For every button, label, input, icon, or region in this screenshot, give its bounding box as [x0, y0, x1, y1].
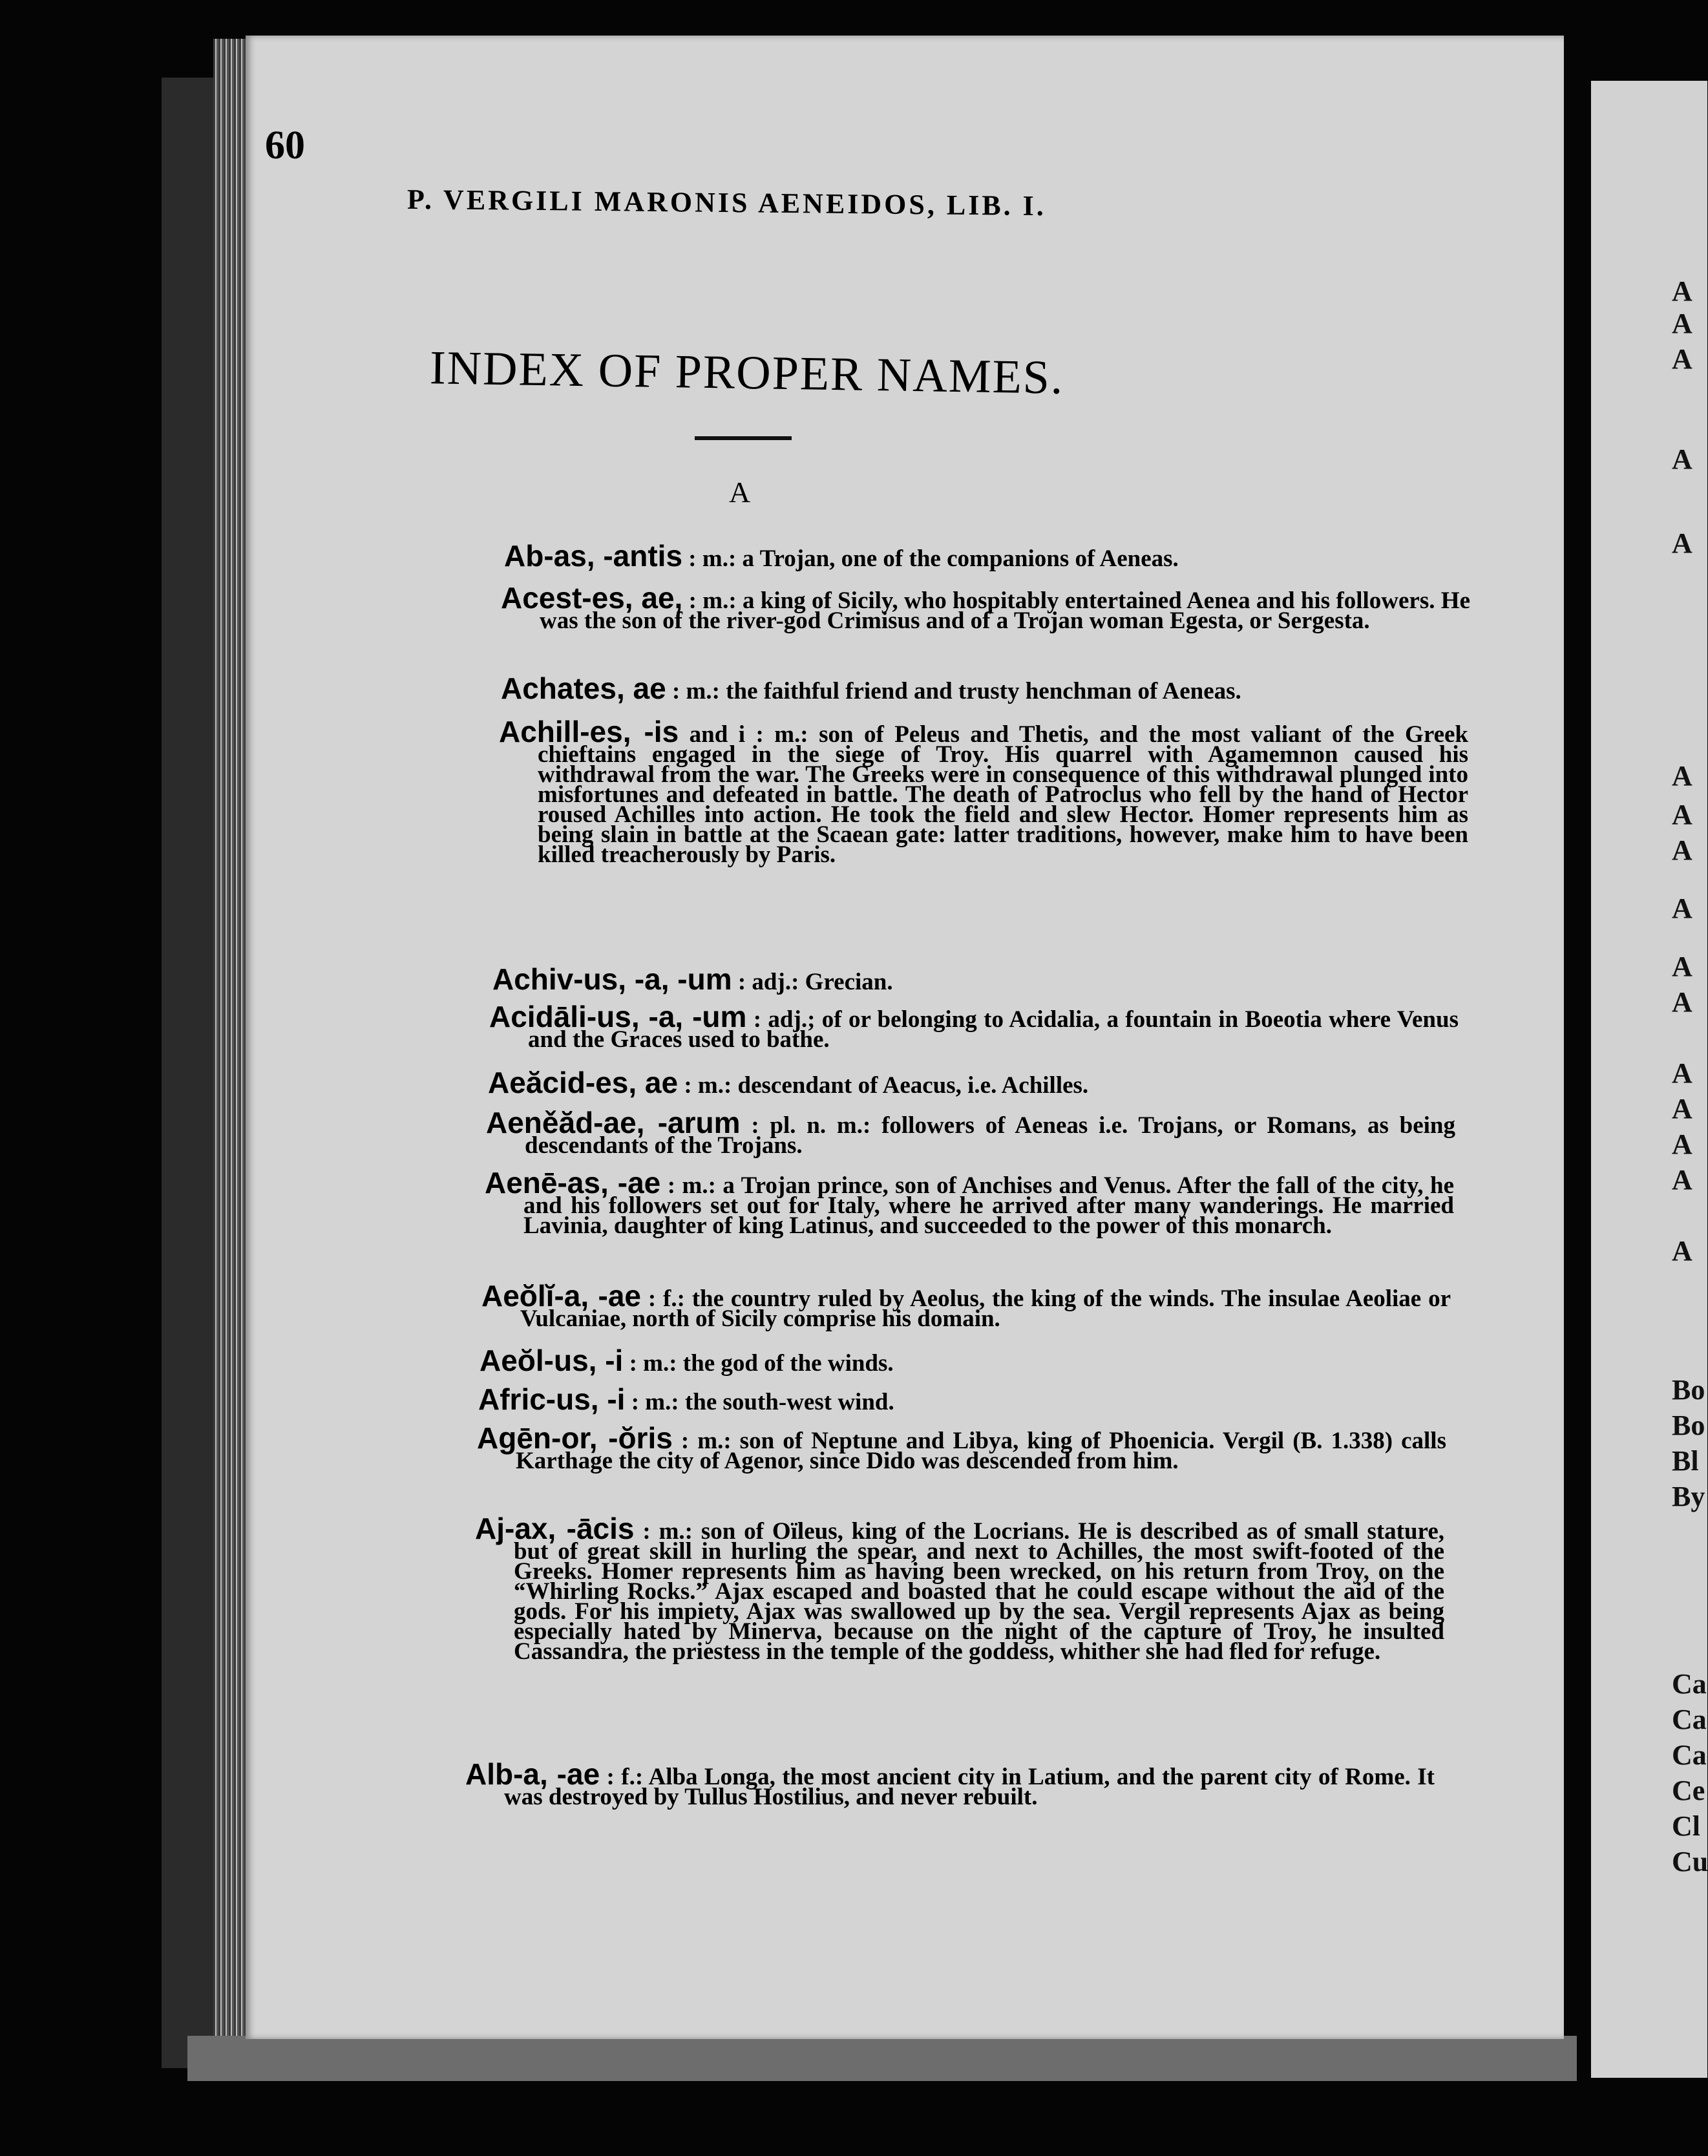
entry-definition: : m.: a Trojan prince, son of Anchises and Venus. After the fall of the city, he and his followers set out for Italy, where he arrived after many wanderings. He married Lavinia, daughter of king Latinus, and succeeded to the power of this monarch. — [523, 1172, 1455, 1239]
running-head: P. VERGILI MARONIS AENEIDOS, LIB. I. — [407, 183, 1046, 222]
facing-page-fragment: Cl — [1672, 1810, 1700, 1842]
entry-headword: Aeněăd-ae, -arum — [486, 1106, 741, 1139]
entry-headword: Achiv-us, -a, -um — [492, 962, 732, 996]
page-number: 60 — [265, 123, 305, 167]
facing-page-fragment: A — [1672, 834, 1692, 866]
entry-headword: Ab-as, -antis — [504, 539, 683, 573]
facing-page-fragment: Bo — [1672, 1374, 1705, 1406]
entry-headword: Aenē-as, -ae — [485, 1166, 661, 1200]
entry-headword: Alb-a, -ae — [465, 1757, 600, 1791]
facing-page-fragment: A — [1672, 986, 1692, 1018]
facing-page-fragment: By — [1672, 1481, 1705, 1512]
entry-definition: : m.: descendant of Aeacus, i.e. Achilles. — [678, 1072, 1089, 1099]
facing-page-fragment: A — [1672, 893, 1692, 924]
facing-page-fragment: A — [1672, 443, 1692, 475]
index-entry — [488, 1066, 1393, 1099]
facing-page-fragment: Ca — [1672, 1704, 1707, 1735]
entry-definition: and i : m.: son of Peleus and Thetis, and the most valiant of the Greek chieftains engaged in the siege of Troy. His quarrel with Agamemnon caused his withdrawal from the war. The Greeks were in consequence of this withdrawal plunged into misfortunes and defeated in battle. The death of Patroclus who fell by the hand of Hector roused Achilles into action. He took the field and slew Hector. Homer represents him as being slain in battle at the Scaean gate: latter traditions, however, make him to have been killed treacherously by Paris. — [538, 721, 1469, 868]
facing-page-fragment: Ca — [1672, 1668, 1707, 1700]
section-letter: A — [729, 476, 751, 509]
entry-headword: Aj-ax, -ācis — [475, 1512, 635, 1545]
entry-definition: : m.: the god of the winds. — [623, 1350, 894, 1377]
entry-definition: : m.: a king of Sicily, who hospitably entertained Aenea and his followers. He was the son of the river-god Crimisus and of a Trojan woman Egesta, or Sergesta. — [540, 587, 1470, 634]
index-entry — [501, 581, 1470, 634]
facing-page-fragment: A — [1672, 760, 1692, 792]
index-entry — [501, 671, 1457, 705]
entry-definition: : pl. n. m.: followers of Aeneas i.e. Trojans, or Romans, as being descendants of the Trojans. — [525, 1112, 1455, 1159]
facing-page-fragment: A — [1672, 1093, 1692, 1125]
index-entry — [465, 1757, 1435, 1810]
entry-headword: Aeŏl-us, -i — [480, 1344, 624, 1377]
entry-headword: Agēn-or, -ŏris — [477, 1421, 673, 1455]
entry-definition: : adj.: Grecian. — [732, 969, 893, 995]
facing-page-fragment: A — [1672, 1164, 1692, 1196]
facing-page-fragment: A — [1672, 275, 1692, 307]
page-title: INDEX OF PROPER NAMES. — [429, 341, 1065, 405]
facing-page-fragment: A — [1672, 799, 1692, 830]
facing-page-fragment: A — [1672, 527, 1692, 559]
entry-definition: : m.: son of Neptune and Libya, king of Phoenicia. Vergil (B. 1.338) calls Karthage the city of Agenor, since Dido was descended from him. — [516, 1428, 1446, 1474]
entry-definition: : m.: the south-west wind. — [625, 1389, 894, 1415]
entry-headword: Acest-es, ae, — [501, 581, 683, 615]
index-entry — [485, 1166, 1455, 1239]
facing-page-fragment: A — [1672, 1057, 1692, 1089]
index-entry — [478, 1382, 1318, 1416]
index-entry — [499, 715, 1469, 868]
facing-page-fragment: A — [1672, 951, 1692, 982]
index-entry — [489, 1000, 1459, 1053]
entry-headword: Achates, ae — [501, 671, 666, 705]
entry-definition: : m.: the faithful friend and trusty henchman of Aeneas. — [666, 678, 1241, 704]
entry-headword: Achill-es, -is — [499, 715, 679, 748]
entry-definition: : m.: son of Oïleus, king of the Locrians. He is described as of small stature, but of great skill in hurling the spear, and next to Achilles, the most swift-footed of the Greeks. Homer represents him as having been wrecked, on his return from Troy, on the “Whirling Rocks.” Ajax escaped and boasted that he could escape without the aid of the gods. For his impiety, Ajax was swallowed up by the sea. Vergil represents Ajax as being especially hated by Minerva, because on the night of the capture of Troy, he insulted Cassandra, the priestess in the temple of the goddess, whither she had fled for refuge. — [514, 1518, 1444, 1665]
entry-definition: : adj.; of or belonging to Acidalia, a fountain in Boeotia where Venus and the Graces used to bathe. — [528, 1006, 1459, 1053]
facing-page — [1591, 81, 1707, 2078]
facing-page-fragment: Bl — [1672, 1445, 1699, 1477]
facing-page-fragment: A — [1672, 308, 1692, 339]
entry-headword: Aeŏlĭ-a, -ae — [481, 1279, 641, 1313]
entry-headword: Afric-us, -i — [478, 1382, 626, 1416]
facing-page-fragment: Ce — [1672, 1775, 1705, 1806]
facing-page-fragment: A — [1672, 1128, 1692, 1160]
index-entry — [504, 539, 1364, 573]
entry-headword: Aeăcid-es, ae — [488, 1066, 679, 1099]
entry-definition: : m.: a Trojan, one of the companions of Aeneas. — [682, 545, 1179, 572]
facing-page-fragment: A — [1672, 343, 1692, 375]
facing-page-fragment: Ca — [1672, 1739, 1707, 1771]
entry-definition: : f.: Alba Longa, the most ancient city in Latium, and the parent city of Rome. It was destroyed by Tullus Hostilius, and never rebuilt. — [504, 1764, 1435, 1810]
facing-page-fragment: Bo — [1672, 1410, 1705, 1441]
index-entry — [481, 1279, 1451, 1332]
entry-headword: Acidāli-us, -a, -um — [489, 1000, 747, 1033]
index-entry — [475, 1512, 1444, 1665]
index-entry — [486, 1106, 1455, 1159]
index-entry — [477, 1421, 1446, 1474]
index-entry — [492, 962, 1333, 996]
index-entry — [480, 1344, 1320, 1377]
facing-page-fragment: A — [1672, 1235, 1692, 1267]
facing-page-fragment: Cu — [1672, 1846, 1708, 1877]
entry-definition: : f.: the country ruled by Aeolus, the king of the winds. The insulae Aeoliae or Vulcaniae, north of Sicily comprise his domain. — [520, 1285, 1451, 1332]
